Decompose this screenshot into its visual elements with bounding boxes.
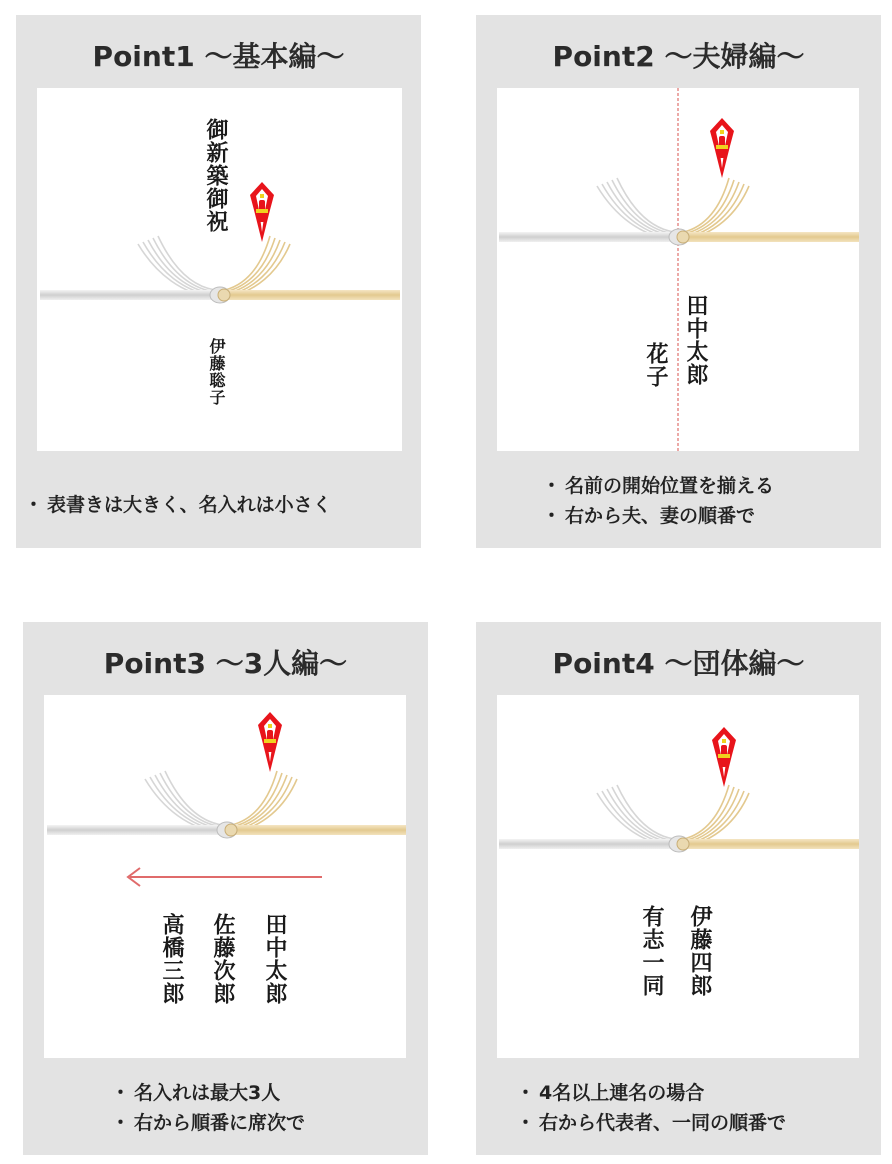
card-title: Point4 〜団体編〜 [552,647,805,680]
name-1: 伊藤四郎 [687,905,713,997]
note-item: ・ 4名以上連名の場合 [516,1078,881,1108]
noshi-decoration [497,88,859,451]
noshi-icon [258,712,282,772]
note-item: ・ 右から夫、妻の順番で [542,501,881,531]
note-item: ・ 右から順番に席次で [111,1108,428,1138]
note-item: ・ 名入れは最大3人 [111,1078,428,1108]
name-1: 田中太郎 [262,913,288,1005]
noshi-paper [44,695,406,1058]
card-couple [476,15,881,548]
name-2: 花子 [643,342,669,388]
notes-list [16,490,421,520]
name-1: 田中太郎 [683,294,709,386]
card-title: Point1 〜基本編〜 [92,40,345,73]
noshi-icon [710,118,734,178]
noshi-icon [250,182,274,242]
note-item: ・ 名前の開始位置を揃える [542,471,881,501]
omotegaki-text: 御新築御祝 [203,118,229,233]
noshi-paper [37,88,402,451]
mizuhiki-knot-icon [47,771,406,838]
card-group [476,622,881,1155]
card-title: Point3 〜3人編〜 [103,647,348,680]
notes-list [23,1078,428,1138]
note-item: ・ 表書きは大きく、名入れは小さく [24,490,421,520]
name-2: 有志一同 [639,905,665,997]
name-2: 佐藤次郎 [210,913,236,1005]
mizuhiki-knot-icon [499,178,859,245]
noshi-icon [712,727,736,787]
mizuhiki-knot-icon [499,785,859,852]
noshi-paper [497,695,859,1058]
notes-list [476,1078,881,1138]
card-title: Point2 〜夫婦編〜 [552,40,805,73]
name-1: 伊藤聡子 [207,338,226,406]
card-three [23,622,428,1155]
mizuhiki-knot-icon [40,236,400,303]
noshi-paper [497,88,859,451]
card-basic [16,15,421,548]
noshi-decoration [497,695,859,1058]
notes-list [476,471,881,531]
note-item: ・ 右から代表者、一同の順番で [516,1108,881,1138]
left-arrow-icon [128,868,322,886]
name-3: 高橋三郎 [159,913,185,1005]
